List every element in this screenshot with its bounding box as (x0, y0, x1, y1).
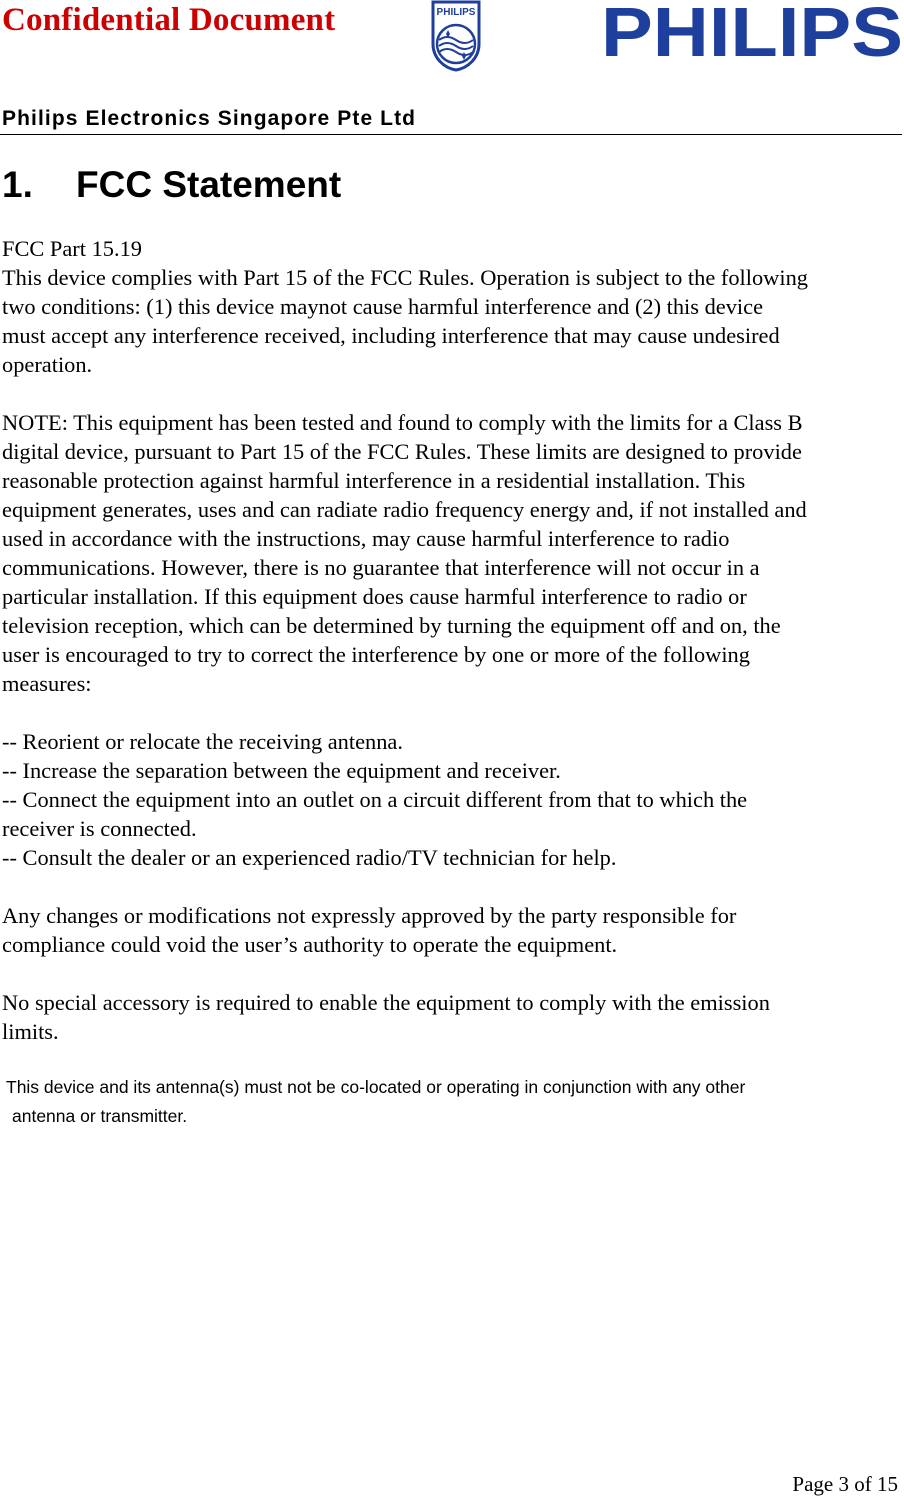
text-line: antenna or transmitter. (12, 1106, 188, 1126)
text-line: must accept any interference received, including interference that may cause undesired (2, 323, 780, 348)
text-line: communications. However, there is no guarantee that interference will not occur in a (2, 555, 760, 580)
text-line: compliance could void the user’s authority to operate the equipment. (2, 932, 618, 957)
text-line: used in accordance with the instructions, may cause harmful interference to radio (2, 526, 730, 551)
text-line: television reception, which can be determined by turning the equipment off and on, the (2, 613, 781, 638)
list-item: -- Consult the dealer or an experienced radio/TV technician for help. (2, 845, 617, 870)
text-line: equipment generates, uses and can radiate radio frequency energy and, if not installed and (2, 497, 807, 522)
header-divider (0, 134, 902, 135)
paragraph-compliance (2, 263, 902, 379)
philips-wordmark-logo (600, 2, 904, 62)
text-line: reasonable protection against harmful interference in a residential installation. This (2, 468, 746, 493)
confidential-label: Confidential Document (2, 2, 336, 38)
text-line: operation. (2, 352, 93, 377)
paragraph-accessory (2, 988, 902, 1046)
company-name: Philips Electronics Singapore Pte Ltd (2, 107, 417, 130)
text-line: This device complies with Part 15 of the FCC Rules. Operation is subject to the following (2, 265, 808, 290)
document-body (2, 234, 902, 1046)
text-line: limits. (2, 1019, 59, 1044)
paragraph-note (2, 408, 902, 698)
list-item: -- Increase the separation between the equipment and receiver. (2, 758, 561, 783)
section-number: 1. (2, 164, 33, 205)
text-line: This device and its antenna(s) must not be co-located or operating in conjunction with any other (6, 1077, 746, 1097)
text-line: user is encouraged to try to correct the interference by one or more of the following (2, 642, 750, 667)
list-item: -- Reorient or relocate the receiving antenna. (2, 729, 403, 754)
text-line: two conditions: (1) this device maynot cause harmful interference and (2) this device (2, 294, 764, 319)
text-line: No special accessory is required to enable the equipment to comply with the emission (2, 990, 770, 1015)
text-line: Any changes or modifications not expressly approved by the party responsible for (2, 903, 737, 928)
svg-text:PHILIPS: PHILIPS (601, 2, 903, 62)
section-heading (2, 164, 341, 206)
paragraph-modifications (2, 901, 902, 959)
svg-text:PHILIPS: PHILIPS (436, 7, 476, 18)
measures-list (2, 727, 902, 872)
text-line: particular installation. If this equipment does cause harmful interference to radio or (2, 584, 747, 609)
text-line: NOTE: This equipment has been tested and found to comply with the limits for a Class B (2, 410, 803, 435)
fcc-part-label: FCC Part 15.19 (2, 236, 142, 261)
text-line: digital device, pursuant to Part 15 of the FCC Rules. These limits are designed to provide (2, 439, 802, 464)
list-item: -- Connect the equipment into an outlet on a circuit different from that to which the (2, 787, 748, 812)
antenna-note (6, 1073, 896, 1131)
text-line: measures: (2, 671, 92, 696)
list-item: receiver is connected. (2, 816, 197, 841)
philips-shield-logo (430, 0, 482, 72)
section-title: FCC Statement (76, 164, 342, 205)
page-number: Page 3 of 15 (792, 1472, 898, 1496)
